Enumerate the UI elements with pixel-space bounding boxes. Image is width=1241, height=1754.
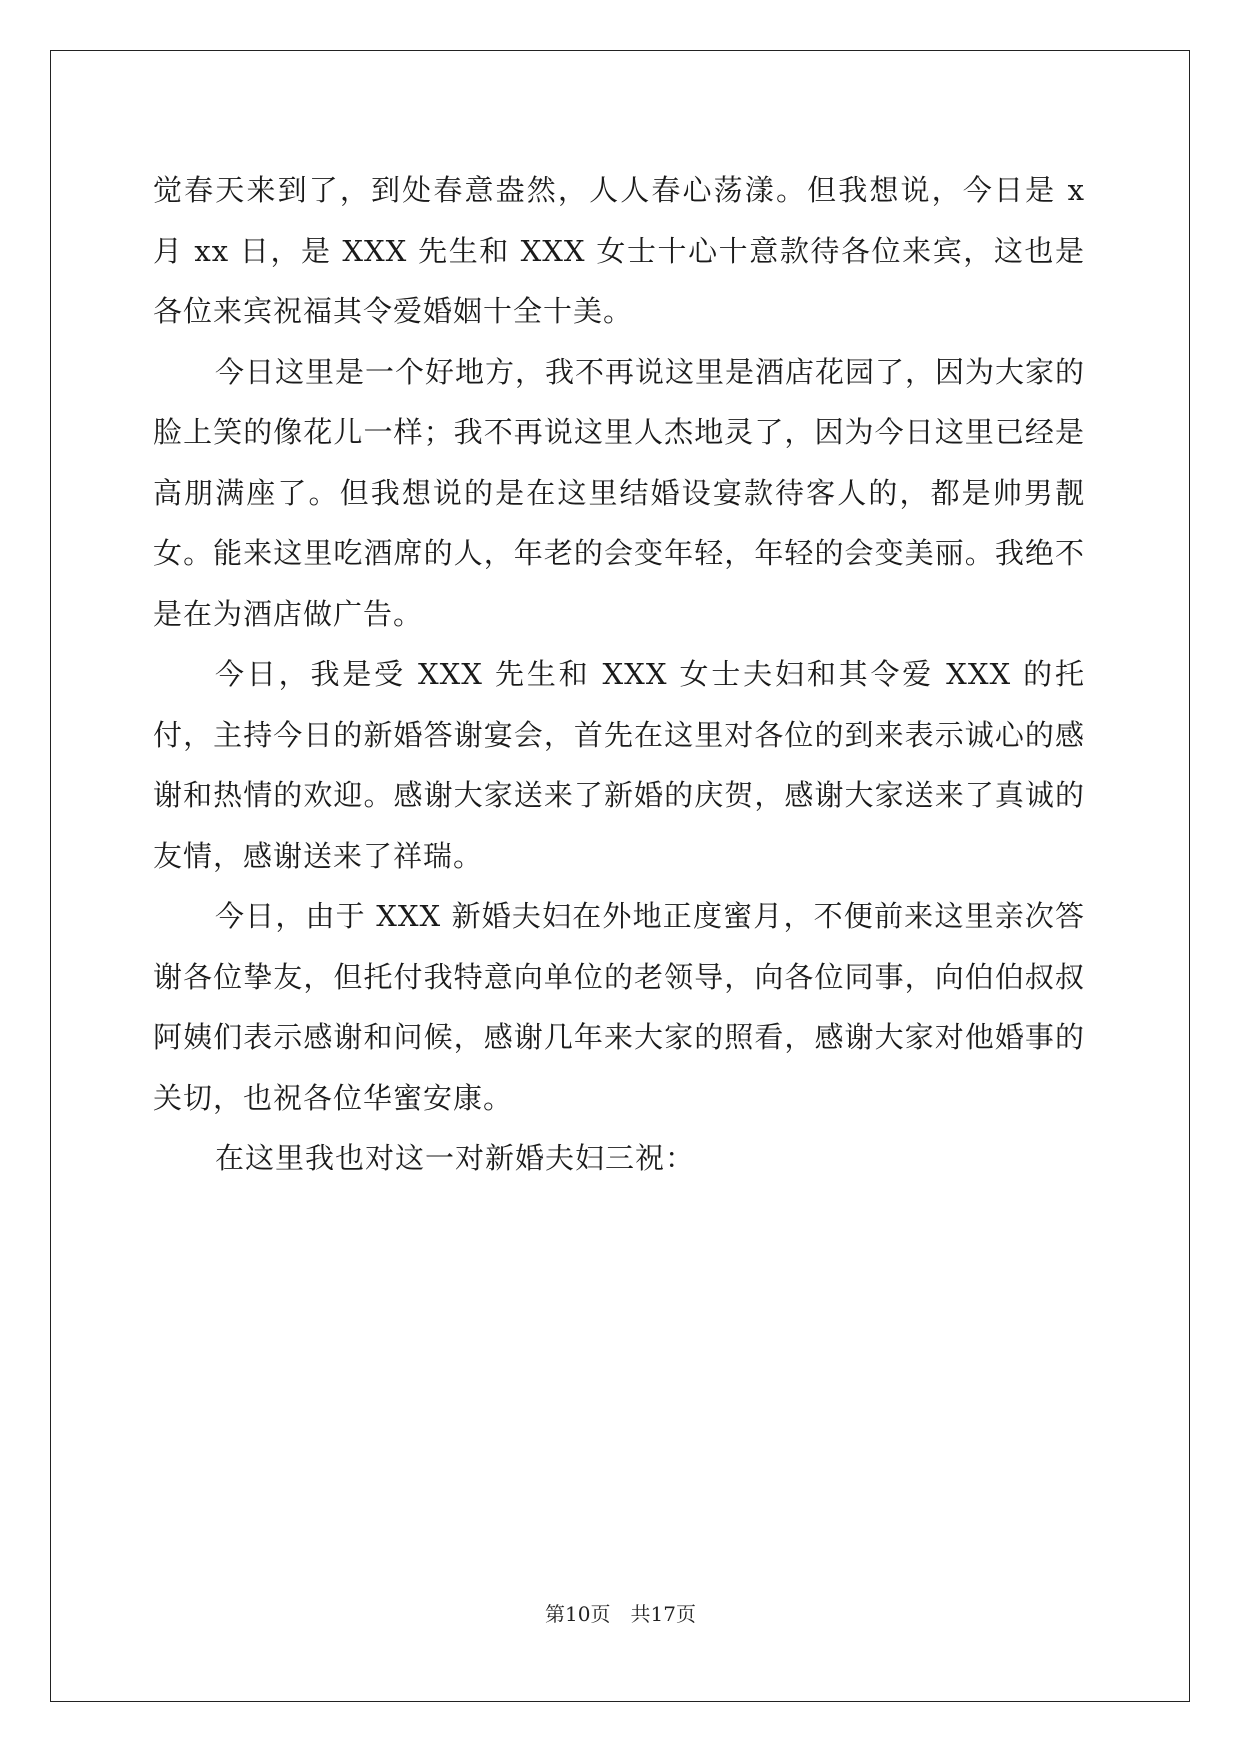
paragraph-3: 今日，我是受 XXX 先生和 XXX 女士夫妇和其令爱 XXX 的托付，主持今日的新婚答谢宴会，首先在这里对各位的到来表示诚心的感谢和热情的欢迎。感谢大家送来了新婚的庆贺，感谢大家送来了真诚的友情，感谢送来了祥瑞。 — [153, 657, 1085, 873]
paragraph-1: 觉春天来到了，到处春意盎然，人人春心荡漾。但我想说，今日是 x 月 xx 日，是 XXX 先生和 XXX 女士十心十意款待各位来宾，这也是各位来宾祝福其令爱婚姻十全十美。 — [153, 173, 1085, 328]
paragraph-2: 今日这里是一个好地方，我不再说这里是酒店花园了，因为大家的脸上笑的像花儿一样；我不再说这里人杰地灵了，因为今日这里已经是高朋满座了。但我想说的是在这里结婚设宴款待客人的，都是帅男靓女。能来这里吃酒席的人，年老的会变年轻，年轻的会变美丽。我绝不是在为酒店做广告。 — [153, 354, 1086, 631]
paragraph-5: 在这里我也对这一对新婚夫妇三祝： — [215, 1141, 696, 1175]
paragraph-4: 今日，由于 XXX 新婚夫妇在外地正度蜜月，不便前来这里亲次答谢各位挚友，但托付我特意向单位的老领导，向各位同事，向伯伯叔叔阿姨们表示感谢和问候，感谢几年来大家的照看，感谢大家对他婚事的关切，也祝各位华蜜安康。 — [153, 899, 1085, 1115]
page-number-footer: 第10页 共17页 — [545, 1602, 696, 1626]
document-body — [153, 160, 1085, 1189]
